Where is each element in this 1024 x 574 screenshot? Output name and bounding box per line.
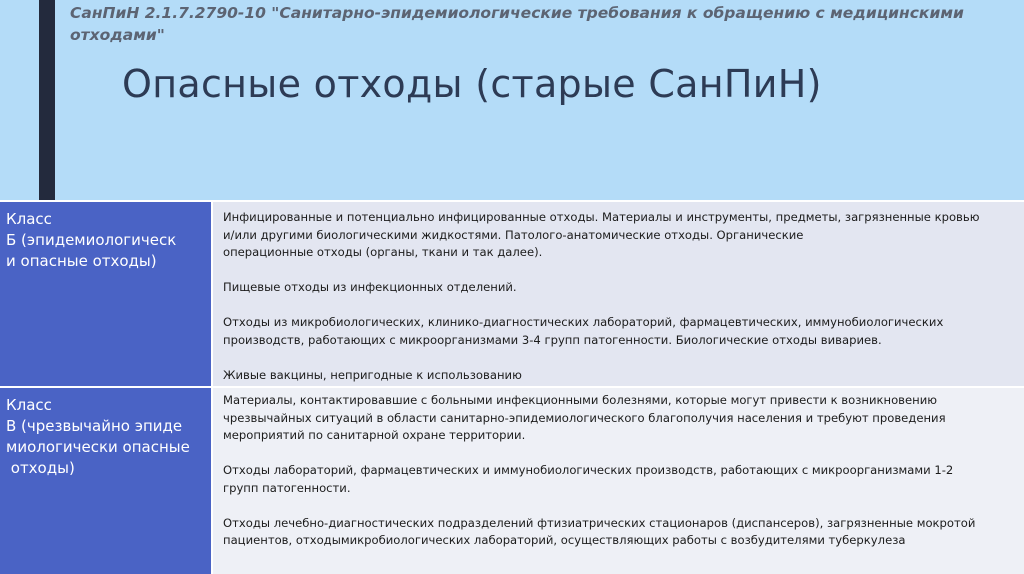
document-subtitle [70, 2, 964, 46]
description-line: Отходы лабораторий, фармацевтических и иммунобиологических производств, работающих с микроорганизмами 1-2 [223, 463, 954, 477]
description-paragraph [223, 462, 1016, 497]
header-accent-bar [39, 0, 55, 200]
description-paragraph [223, 279, 1016, 297]
class-label-cell [0, 202, 213, 386]
class-description-cell [213, 202, 1024, 386]
description-line: Инфицированные и потенциально инфицированные отходы. Материалы и инструменты, предметы, загрязненные кровью [223, 210, 980, 224]
subtitle-line: отходами" [70, 26, 165, 44]
description-line: пациентов, отходымикробиологических лабораторий, осуществляющих работы с возбудителями туберкулеза [223, 533, 906, 547]
description-paragraph [223, 392, 1016, 445]
description-line: операционные отходы (органы, ткани и так далее). [223, 245, 543, 259]
class-description-cell [213, 388, 1024, 574]
class-label-line: отходы) [6, 459, 75, 477]
class-label-line: и опасные отходы) [6, 252, 157, 270]
description-line: производств, работающих с микроорганизмами 3-4 групп патогенности. Биологические отходы вивариев. [223, 332, 882, 347]
description-line: Отходы лечебно-диагностических подразделений фтизиатрических стационаров (диспансеров), загрязненные мокротой [223, 515, 976, 530]
page-title: Опасные отходы (старые СанПиН) [122, 62, 822, 106]
description-paragraph [223, 367, 1016, 385]
description-line: Материалы, контактировавшие с больными инфекционными болезнями, которые могут привести к возникновению [223, 393, 938, 407]
description-line: чрезвычайных ситуаций в области санитарно-эпидемиологического благополучия населения и требуют проведения [223, 410, 946, 425]
description-line: мероприятий по санитарной охране территории. [223, 428, 526, 442]
description-paragraph [223, 314, 1016, 349]
subtitle-line: СанПиН 2.1.7.2790-10 "Санитарно-эпидемиологические требования к обращению с медицинскими [70, 4, 964, 22]
waste-class-table [0, 200, 1024, 574]
description-paragraph [223, 209, 1016, 262]
class-label-line: Б (эпидемиологическ [6, 231, 177, 249]
description-line: Пищевые отходы из инфекционных отделений. [223, 280, 517, 294]
table-row-class-v [0, 386, 1024, 574]
class-label-line: В (чрезвычайно эпиде [6, 417, 183, 435]
class-label-line: Класс [6, 210, 52, 228]
description-line: и/или другими биологическими жидкостями. Патолого-анатомические отходы. Органические [223, 227, 804, 242]
table-row-class-b [0, 200, 1024, 386]
class-label-cell [0, 388, 213, 574]
class-label-line: миологически опасные [6, 438, 190, 456]
class-label-line: Класс [6, 396, 52, 414]
description-line: Отходы из микробиологических, клинико-диагностических лабораторий, фармацевтических, иммунобиологических [223, 315, 944, 329]
description-line: Живые вакцины, непригодные к использованию [223, 367, 522, 382]
header-banner [0, 0, 1024, 200]
description-line: групп патогенности. [223, 480, 351, 495]
description-paragraph [223, 515, 1016, 550]
